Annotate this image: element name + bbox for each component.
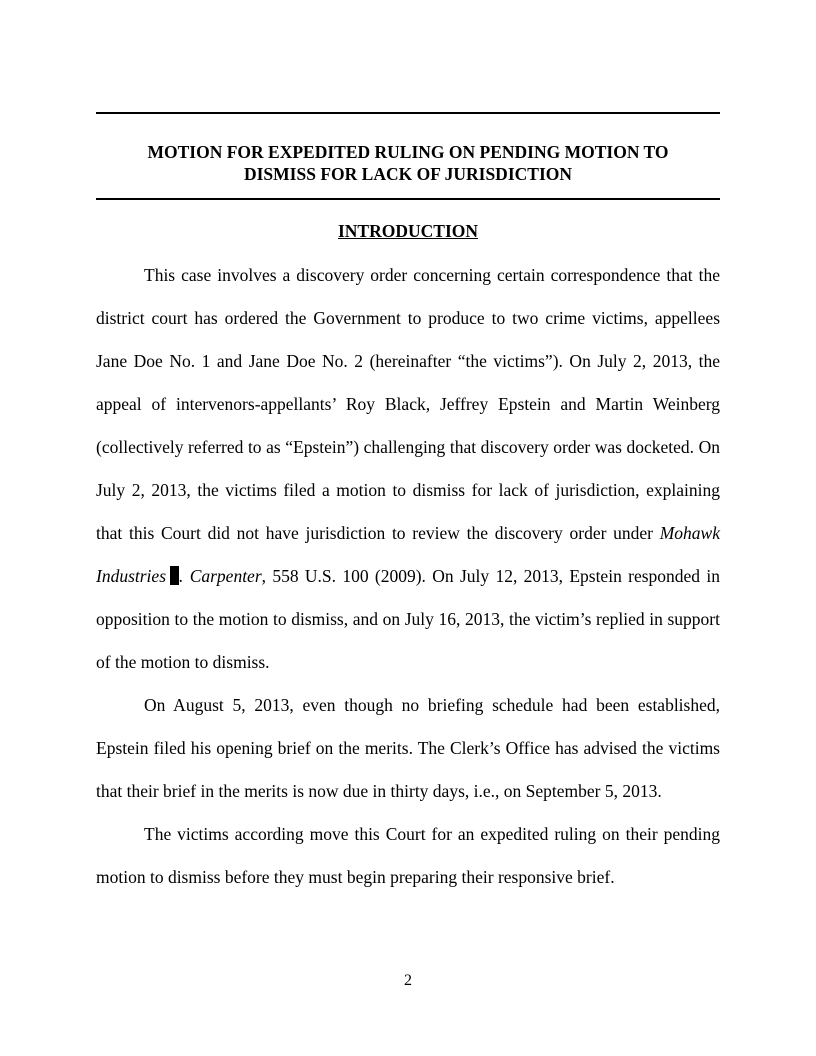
paragraph-3: The victims according move this Court for an expedited ruling on their pending motion to dismiss before they must begin preparing their responsive brief. bbox=[96, 824, 720, 887]
page-number: 2 bbox=[404, 972, 412, 989]
case-name-part-1: Mohawk Industries bbox=[96, 523, 720, 586]
redaction-block bbox=[170, 566, 179, 585]
motion-title-line-1: MOTION FOR EXPEDITED RULING ON PENDING MOTION TO bbox=[147, 142, 669, 162]
section-heading: INTRODUCTION bbox=[337, 221, 479, 241]
paragraph-1 bbox=[96, 254, 720, 684]
motion-title-line-2: DISMISS FOR LACK OF JURISDICTION bbox=[243, 164, 572, 184]
paragraph-1-text-b: , 558 U.S. 100 (2009). On July 12, 2013, Epstein responded in opposition to the motion to dismiss, and on July 16, 2013, the victim’s replied in support of the motion to dismiss. bbox=[96, 566, 720, 672]
motion-title bbox=[96, 141, 720, 185]
case-name-part-2: . Carpenter bbox=[179, 566, 262, 586]
paragraph-1-text-a: This case involves a discovery order concerning certain correspondence that the district court has ordered the Government to produce to two crime victims, appellees Jane Doe No. 1 and Jane Doe No. 2 (hereinafter “the victims”). On July 2, 2013, the appeal of intervenors-appellants’ Roy Black, Jeffrey Epstein and Martin Weinberg (collectively referred to as “Epstein”) challenging that discovery order was docketed. On July 2, 2013, the victims filed a motion to dismiss for lack of jurisdiction, explaining that this Court did not have jurisdiction to review the discovery order under bbox=[96, 265, 720, 543]
body-text bbox=[96, 254, 720, 899]
title-top-rule bbox=[96, 112, 720, 114]
paragraph-2: On August 5, 2013, even though no briefing schedule had been established, Epstein filed his opening brief on the merits. The Clerk’s Office has advised the victims that their brief in the merits is now due in thirty days, i.e., on September 5, 2013. bbox=[96, 695, 720, 801]
title-bottom-rule bbox=[96, 198, 720, 200]
